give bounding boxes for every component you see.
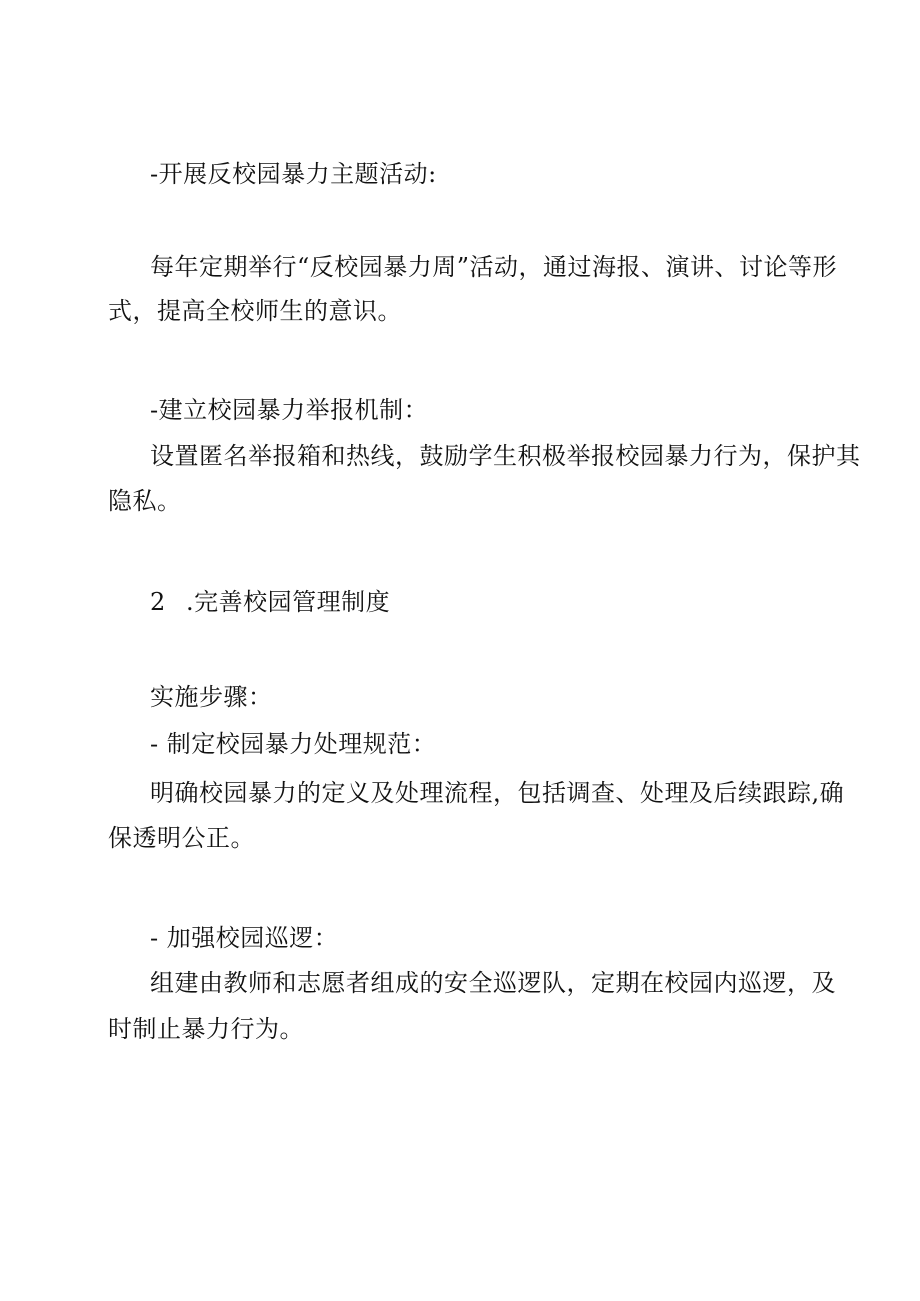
- subheading-theme-activities: -开展反校园暴力主题活动:: [150, 160, 437, 188]
- steps-label: 实施步骤：: [150, 683, 273, 711]
- paragraph-line: 保透明公正。: [108, 824, 255, 852]
- paragraph-line: 每年定期举行“反校园暴力周”活动，通过海报、演讲、讨论等形: [150, 253, 838, 281]
- paragraph-line: 设置匿名举报箱和热线，鼓励学生积极举报校园暴力行为，保护其: [150, 442, 861, 470]
- section-number: 2: [150, 588, 166, 616]
- paragraph-line: 组建由教师和志愿者组成的安全巡逻队，定期在校园内巡逻，及: [150, 969, 836, 997]
- subheading-handling-norms: - 制定校园暴力处理规范：: [150, 730, 437, 758]
- paragraph-line: 隐私。: [108, 487, 182, 515]
- section-heading-2: [150, 588, 390, 616]
- paragraph-line: 式，提高全校师生的意识。: [108, 297, 402, 325]
- paragraph-line: 明确校园暴力的定义及处理流程，包括调查、处理及后续跟踪,确: [150, 779, 845, 807]
- subheading-reporting-mechanism: -建立校园暴力举报机制：: [150, 396, 429, 424]
- subheading-campus-patrol: - 加强校园巡逻：: [150, 924, 339, 952]
- section-title: .完善校园管理制度: [186, 588, 391, 616]
- paragraph-line: 时制止暴力行为。: [108, 1015, 304, 1043]
